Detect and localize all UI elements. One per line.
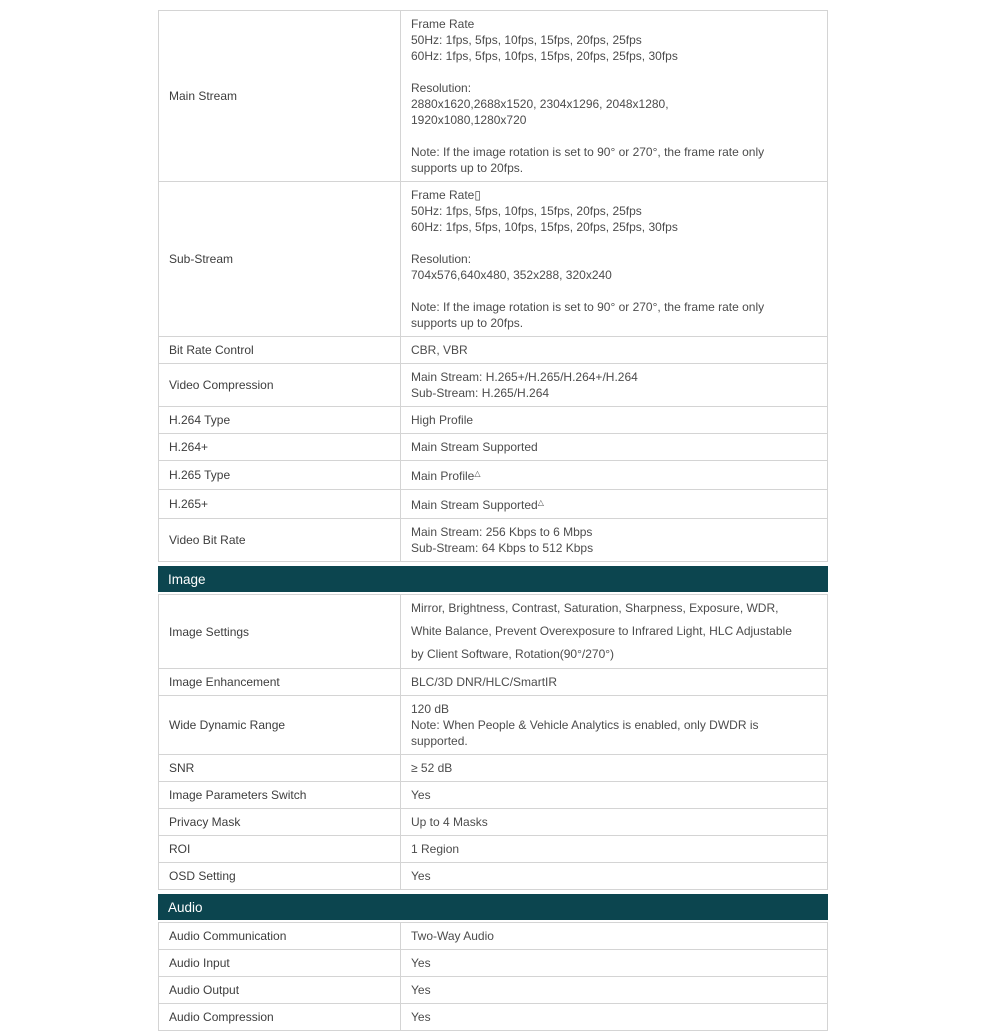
spec-value-line: Yes [411,1010,431,1024]
spec-label: Video Bit Rate [159,519,401,561]
spec-value [401,1004,827,1030]
section-header-image [158,566,828,592]
spec-value-line: Yes [411,956,431,970]
spec-value-line: Yes [411,869,431,883]
spec-row [158,755,828,782]
spec-row [158,782,828,809]
spec-value [401,461,827,489]
spec-label: H.265+ [159,490,401,518]
spec-label: Audio Communication [159,923,401,949]
spec-label: Image Parameters Switch [159,782,401,808]
spec-value-line: Note: When People & Vehicle Analytics is enabled, only DWDR is [411,718,759,732]
spec-value-line [411,466,817,484]
spec-label: H.264 Type [159,407,401,433]
spec-value-line [411,64,817,80]
section-title: Image [168,571,206,587]
spec-value [401,407,827,433]
spec-value [401,364,827,406]
spec-value-line: Mirror, Brightness, Contrast, Saturation, Sharpness, Exposure, WDR, [411,601,779,615]
spec-value-line: Frame Rate▯ [411,188,481,202]
spec-value [401,836,827,862]
spec-value-line: High Profile [411,413,474,427]
section-header-audio [158,894,828,920]
spec-value-line: Sub-Stream: H.265/H.264 [411,386,550,400]
spec-label: Video Compression [159,364,401,406]
spec-value-line: Resolution: [411,81,472,95]
spec-value-line: Resolution: [411,252,472,266]
spec-row [158,809,828,836]
spec-label: Privacy Mask [159,809,401,835]
spec-value-line [411,128,817,144]
spec-label: Sub-Stream [159,182,401,336]
spec-value-line: supports up to 20fps. [411,161,524,175]
spec-value-line: Yes [411,983,431,997]
spec-row [158,434,828,461]
spec-value-text: Main Stream Supported [411,498,538,512]
spec-value [401,782,827,808]
spec-label: H.264+ [159,434,401,460]
spec-row [158,696,828,755]
spec-value-line: ≥ 52 dB [411,761,453,775]
spec-table [158,10,828,1031]
spec-value-line: 1 Region [411,842,460,856]
spec-value-line: Two-Way Audio [411,929,494,943]
spec-row [158,182,828,337]
spec-row [158,490,828,519]
spec-value [401,490,827,518]
spec-row [158,836,828,863]
spec-label: Image Enhancement [159,669,401,695]
spec-value [401,977,827,1003]
footnote-marker: △ [474,469,481,478]
spec-value-line: supported. [411,734,468,748]
spec-row [158,950,828,977]
spec-value [401,595,827,668]
spec-label: SNR [159,755,401,781]
spec-label: Bit Rate Control [159,337,401,363]
spec-value-line: by Client Software, Rotation(90°/270°) [411,647,615,661]
spec-value [401,11,827,181]
spec-value-line: White Balance, Prevent Overexposure to Infrared Light, HLC Adjustable [411,624,792,638]
spec-value [401,950,827,976]
spec-row [158,461,828,490]
spec-label: Audio Output [159,977,401,1003]
spec-value-text: Main Profile [411,469,475,483]
spec-label: Image Settings [159,595,401,668]
spec-value-line: CBR, VBR [411,343,468,357]
spec-row [158,407,828,434]
spec-value [401,863,827,889]
spec-value-line: 704x576,640x480, 352x288, 320x240 [411,268,612,282]
spec-row [158,669,828,696]
spec-value-line: 50Hz: 1fps, 5fps, 10fps, 15fps, 20fps, 25fps [411,204,642,218]
spec-row [158,863,828,890]
spec-value-line: 2880x1620,2688x1520, 2304x1296, 2048x1280, [411,97,669,111]
spec-label: Wide Dynamic Range [159,696,401,754]
spec-value [401,696,827,754]
spec-label: Audio Input [159,950,401,976]
spec-value-line: Main Stream: H.265+/H.265/H.264+/H.264 [411,370,638,384]
footnote-marker: △ [537,498,544,507]
spec-value-line: Main Stream: 256 Kbps to 6 Mbps [411,525,593,539]
section-title: Audio [168,899,203,915]
spec-value [401,337,827,363]
spec-value [401,519,827,561]
spec-value [401,182,827,336]
spec-label: OSD Setting [159,863,401,889]
spec-row [158,10,828,182]
spec-value-line [411,495,817,513]
spec-value [401,434,827,460]
spec-label: Audio Compression [159,1004,401,1030]
spec-value [401,923,827,949]
spec-row [158,1004,828,1031]
spec-label: H.265 Type [159,461,401,489]
spec-row [158,364,828,407]
spec-value-line [411,283,817,299]
spec-value-line: Note: If the image rotation is set to 90° or 270°, the frame rate only [411,145,765,159]
spec-value-line: Sub-Stream: 64 Kbps to 512 Kbps [411,541,594,555]
spec-value-line: supports up to 20fps. [411,316,524,330]
spec-value-line: 120 dB [411,702,450,716]
spec-value-line: Note: If the image rotation is set to 90° or 270°, the frame rate only [411,300,765,314]
spec-value-line: Frame Rate [411,17,475,31]
spec-value-line: 60Hz: 1fps, 5fps, 10fps, 15fps, 20fps, 25fps, 30fps [411,49,678,63]
spec-value-line: 1920x1080,1280x720 [411,113,527,127]
spec-value [401,755,827,781]
spec-row [158,594,828,669]
spec-value-line: Up to 4 Masks [411,815,488,829]
spec-row [158,922,828,950]
spec-value-line: Main Stream Supported [411,440,538,454]
spec-label: Main Stream [159,11,401,181]
spec-row [158,519,828,562]
spec-value-line: 60Hz: 1fps, 5fps, 10fps, 15fps, 20fps, 25fps, 30fps [411,220,678,234]
spec-value [401,809,827,835]
spec-label: ROI [159,836,401,862]
spec-value-line: 50Hz: 1fps, 5fps, 10fps, 15fps, 20fps, 25fps [411,33,642,47]
spec-value-line [411,235,817,251]
spec-value-line: BLC/3D DNR/HLC/SmartIR [411,675,558,689]
spec-value-line: Yes [411,788,431,802]
spec-value [401,669,827,695]
spec-row [158,337,828,364]
